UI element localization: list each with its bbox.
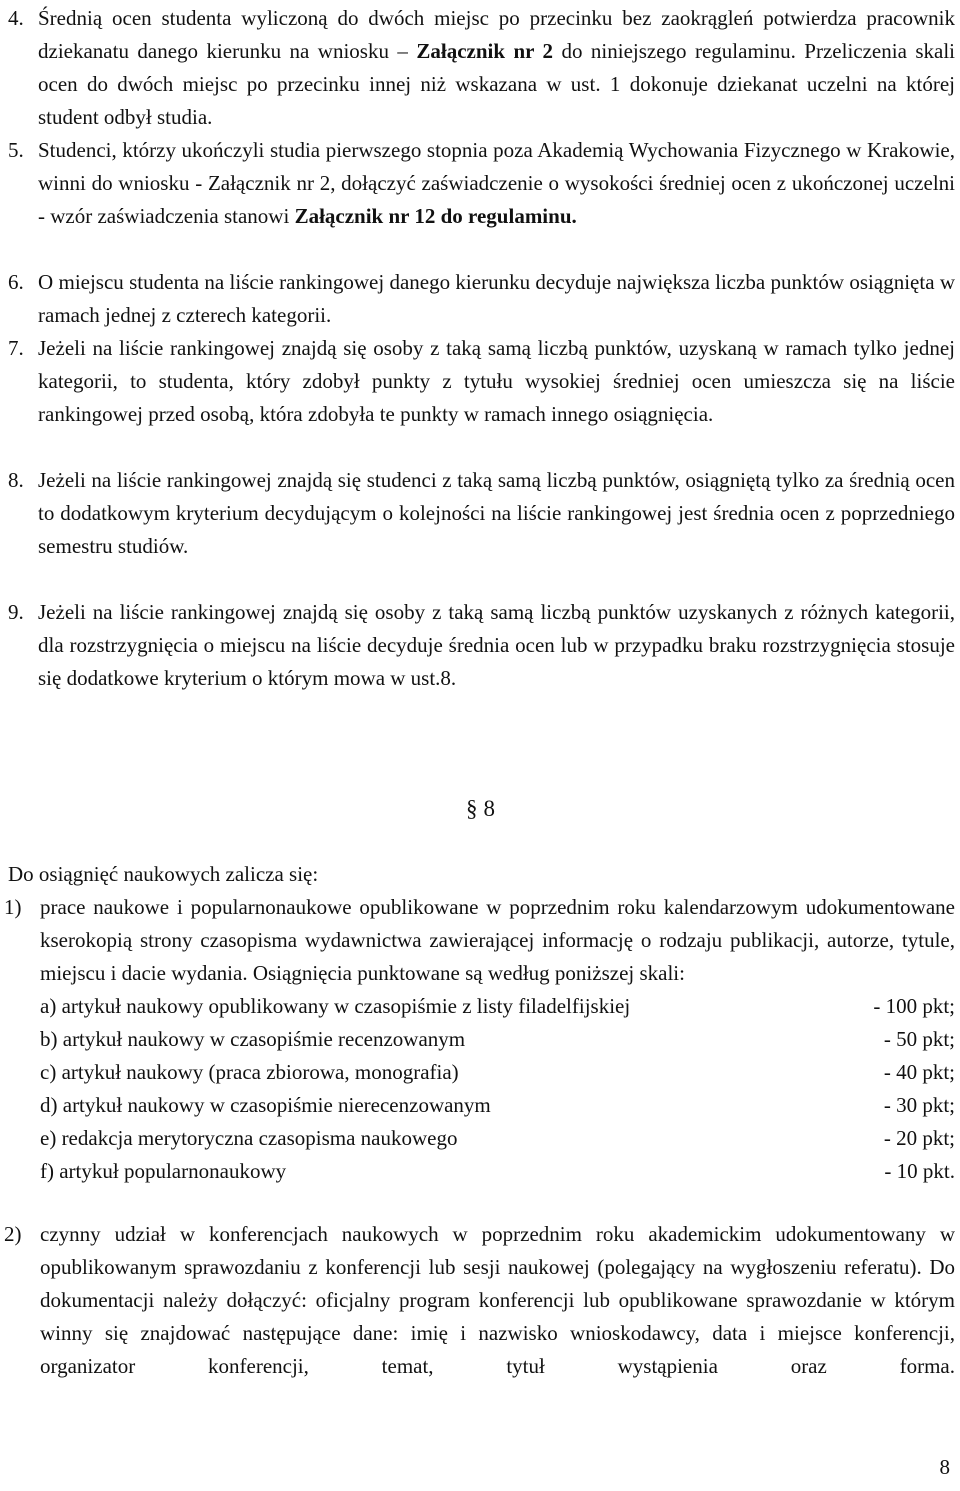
scale-row: [40, 990, 955, 1023]
scale-points: - 10 pkt.: [884, 1159, 955, 1183]
paragraph-text: Jeżeli na liście rankingowej znajdą się osoby z taką samą liczbą punktów uzyskanych z różnych kategorii, dla rozstrzygnięcia o miejscu na liście decyduje średnia ocen lub w przypadku braku rozstrzygnięcia stosuje się dodatkowe kryterium o którym mowa w ust.8.: [38, 600, 955, 690]
scale-points: - 50 pkt;: [883, 1027, 955, 1051]
paragraph-text: Średnią ocen studenta wyliczoną do dwóch miejsc po przecinku bez zaokrągleń potwierdza pracownik dziekanatu danego kierunku na wniosku – Załącznik nr 2 do niniejszego regulaminu. Przeliczenia skali ocen do dwóch miejsc po przecinku innej niż wskazana w ust. 1 dokonuje dziekanat uczelni na której student odbył studia.: [38, 6, 955, 129]
scale-points: - 40 pkt;: [883, 1060, 955, 1084]
scale-row: [40, 1122, 955, 1155]
section-intro: Do osiągnięć naukowych zalicza się:: [8, 862, 319, 886]
paragraph-4: [8, 2, 955, 134]
scale-points: - 100 pkt;: [873, 994, 955, 1018]
scale-row: [40, 1023, 955, 1056]
paragraph-6: [8, 266, 955, 332]
scale-row: [40, 1056, 955, 1089]
scale-label: f) artykuł popularnonaukowy: [40, 1159, 287, 1183]
points-scale: [40, 990, 955, 1188]
paragraph-number: 8.: [8, 468, 24, 492]
paragraph-number: 5.: [8, 138, 24, 162]
item-text: prace naukowe i popularnonaukowe opublikowane w poprzednim roku kalendarzowym udokumentowane kserokopią strony czasopisma wydawnictwa zawierającej informację o rodzaju publikacji, autorze, tytule, miejscu i dacie wydania. Osiągnięcia punktowane są według poniższej skali:: [40, 895, 955, 985]
scale-points: - 20 pkt;: [883, 1126, 955, 1150]
paragraph-text: Studenci, którzy ukończyli studia pierwszego stopnia poza Akademią Wychowania Fizycznego w Krakowie, winni do wniosku - Załącznik nr 2, dołączyć zaświadczenie o wysokości średniej ocen z ukończonej uczelni - wzór zaświadczenia stanowi Załącznik nr 12 do regulaminu.: [38, 138, 955, 228]
list-item-1: [4, 891, 955, 1188]
paragraph-number: 4.: [8, 6, 24, 30]
paragraph-text: Jeżeli na liście rankingowej znajdą się studenci z taką samą liczbą punktów, osiągniętą tylko za średnią ocen to dodatkowym kryterium decydującym o kolejności na liście rankingowej jest średnia ocen z poprzedniego semestru studiów.: [38, 468, 955, 558]
item-number: 2): [4, 1222, 22, 1246]
scale-label: e) redakcja merytoryczna czasopisma naukowego: [40, 1126, 458, 1150]
scale-label: d) artykuł naukowy w czasopiśmie nierecenzowanym: [40, 1093, 491, 1117]
paragraph-8: [8, 464, 955, 563]
paragraph-number: 9.: [8, 600, 24, 624]
scale-label: b) artykuł naukowy w czasopiśmie recenzowanym: [40, 1027, 466, 1051]
item-number: 1): [4, 895, 22, 919]
page-number: 8: [939, 1455, 950, 1479]
paragraph-5: [8, 134, 955, 233]
list-item-2: [4, 1218, 955, 1383]
paragraph-text: O miejscu studenta na liście rankingowej danego kierunku decyduje największa liczba punktów osiągnięta w ramach jednej z czterech kategorii.: [38, 270, 955, 327]
section-number: 8: [483, 796, 495, 821]
scale-points: - 30 pkt;: [883, 1093, 955, 1117]
scale-label: a) artykuł naukowy opublikowany w czasopiśmie z listy filadelfijskiej: [40, 994, 631, 1018]
scale-row: [40, 1089, 955, 1122]
paragraph-number: 7.: [8, 336, 24, 360]
paragraph-text: Jeżeli na liście rankingowej znajdą się osoby z taką samą liczbą punktów, uzyskaną w ramach tylko jednej kategorii, to studenta, który zdobył punkty z tytułu wysokiej średniej ocen umieszcza się na liście rankingowej przed osobą, która zdobyła te punkty w ramach innego osiągnięcia.: [38, 336, 955, 426]
attachment-reference: Załącznik nr 2: [416, 39, 554, 63]
scale-label: c) artykuł naukowy (praca zbiorowa, monografia): [40, 1060, 459, 1084]
paragraph-7: [8, 332, 955, 431]
item-text: czynny udział w konferencjach naukowych w poprzednim roku akademickim udokumentowany w opublikowanym sprawozdaniu z konferencji lub sesji naukowej (polegający na wygłoszeniu referatu). Do dokumentacji należy dołączyć: oficjalny program konferencji lub opublikowane sprawozdanie w którym winny się znajdować następujące dane: imię i nazwisko wnioskodawcy, data i miejsce konferencji, organizator konferencji, temat, tytuł wystąpienia oraz forma.: [40, 1222, 955, 1378]
paragraph-number: 6.: [8, 270, 24, 294]
section-symbol: §: [466, 796, 478, 821]
section-heading: [466, 792, 495, 825]
attachment-reference: Załącznik nr 12 do regulaminu.: [294, 204, 577, 228]
paragraph-9: [8, 596, 955, 695]
scale-row: [40, 1155, 955, 1188]
